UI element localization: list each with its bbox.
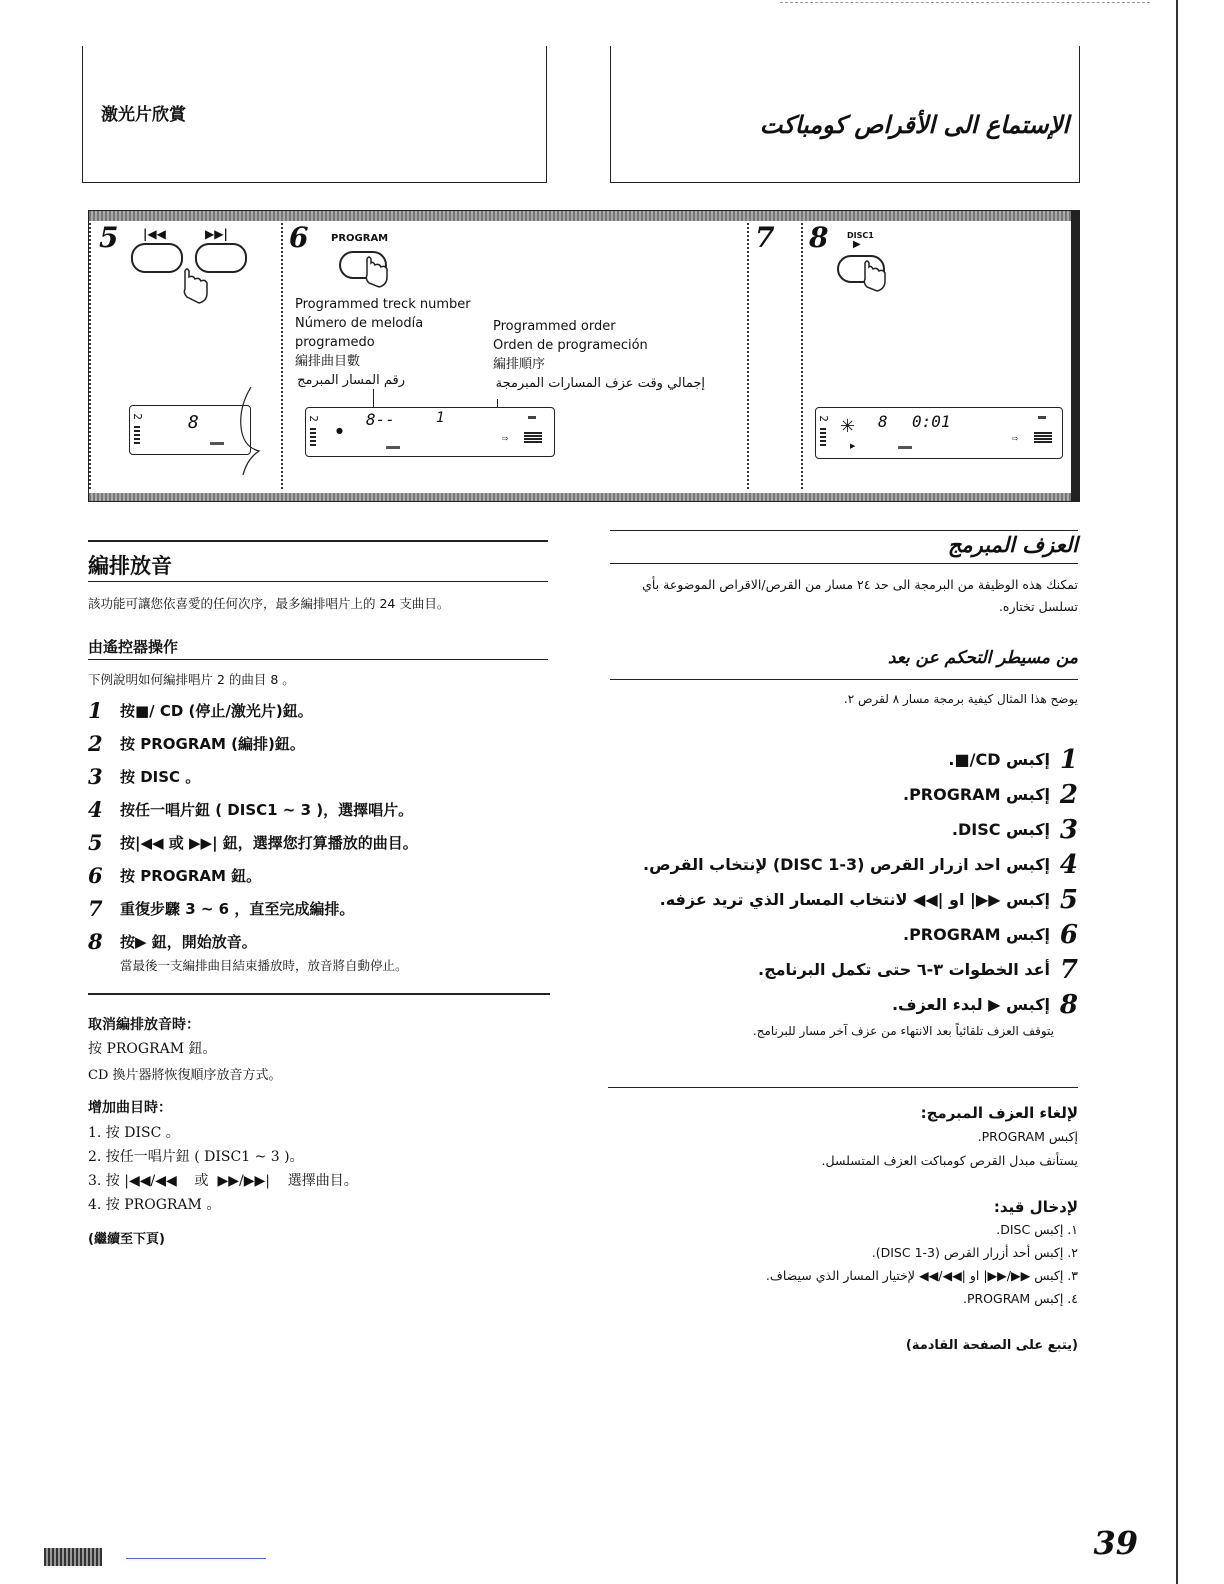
zh-step-text: 按■/ CD (停止/激光片)鈕。 [120, 702, 313, 720]
lcd-repeat-icon: ⇨ [1012, 434, 1019, 443]
zh-cancel-line: 按 PROGRAM 鈕。 [88, 1041, 217, 1057]
ar-step-number: 6 [1059, 919, 1078, 950]
pointing-hand-icon [359, 255, 391, 289]
programmed-order-label-en: Programmed order [493, 319, 616, 334]
ar-step-number: 7 [1059, 954, 1078, 985]
skip-back-icon: |◀◀ [143, 227, 166, 241]
lcd-play-indicator-icon: ▶ [850, 442, 856, 450]
scan-edge-mark [44, 1548, 102, 1566]
ar-step-text: إكبس احد ازرار القرص (DISC 1-3) لإنتخاب القرص. [643, 855, 1050, 874]
lcd-program-indicator [386, 446, 400, 449]
zh-step-text: 按 PROGRAM (編排)鈕。 [120, 735, 305, 753]
zh-step-number: 8 [88, 929, 103, 954]
lcd-volume-icon [524, 432, 542, 444]
lcd-disc-number: 2 [816, 415, 830, 422]
program-button-label: PROGRAM [331, 233, 389, 244]
ar-title-underline [610, 563, 1078, 564]
ar-step-number: 3 [1059, 814, 1078, 845]
lcd-spin-icon: ✳ [840, 416, 856, 437]
ar-cancel-rule [608, 1087, 1078, 1088]
ar-step-text: إكبس DISC. [951, 820, 1050, 839]
diagram-step-number: 8 [809, 221, 829, 254]
lcd-disc-number: 2 [130, 413, 144, 420]
diagram-step-number: 6 [289, 221, 309, 254]
zh-step-number: 7 [88, 896, 103, 921]
ar-steps-list [608, 742, 1078, 1022]
lcd-repeat-icon: ⇨ [502, 434, 509, 443]
zh-step-text: 按 DISC 。 [120, 768, 201, 786]
ar-step-number: 5 [1059, 884, 1078, 915]
zh-step-number: 5 [88, 830, 103, 855]
programmed-order-label-ar: إجمالي وقت عزف المسارات المبرمجة [495, 376, 705, 391]
ar-example: يوضح هذا المثال كيفية برمجة مسار ٨ لقرص ٢. [843, 692, 1078, 706]
lcd-disc-indicator [134, 426, 140, 446]
zh-remote-underline [88, 659, 548, 660]
zh-step-text: 按|◀◀ 或 ▶▶| 鈕，選擇您打算播放的曲目。 [120, 834, 418, 852]
ar-add-line: ٤. إكبس PROGRAM. [962, 1291, 1078, 1306]
lcd-status-mark [528, 416, 536, 419]
ar-step [608, 777, 1078, 812]
zh-step-number: 1 [88, 698, 103, 723]
zh-continued: (繼續至下頁) [88, 1232, 165, 1247]
ar-header-box [610, 46, 1080, 183]
ar-step-text: إكبس ▶ لبدء العزف. [891, 995, 1050, 1014]
lcd-program-order: 1 [436, 410, 445, 426]
zh-add-line: 1. 按 DISC 。 [88, 1125, 180, 1141]
ar-step-text: أعد الخطوات ٣-٦ حتى تكمل البرنامج. [758, 960, 1050, 979]
ar-cancel-line: إكبس PROGRAM. [977, 1129, 1078, 1144]
ar-section-rule [610, 530, 1078, 531]
zh-cancel-rule [88, 993, 550, 995]
ar-step-number: 4 [1059, 849, 1078, 880]
ar-remote-underline [610, 679, 1078, 680]
play-icon: ▶ [853, 239, 861, 250]
zh-step-number: 2 [88, 731, 103, 756]
ar-step [608, 847, 1078, 882]
lcd-volume-icon [1034, 432, 1052, 444]
zh-step [88, 793, 558, 826]
footer-rule [126, 1558, 266, 1559]
zh-step-number: 4 [88, 797, 103, 822]
ar-cancel-title: لإلغاء العزف المبرمج: [920, 1104, 1078, 1122]
zh-add-line: 3. 按 |◀◀/◀◀ 或 ▶▶/▶▶| 選擇曲目。 [88, 1173, 358, 1189]
zh-add-line: 4. 按 PROGRAM 。 [88, 1197, 221, 1213]
disc1-button-label: DISC1 [847, 231, 874, 240]
programmed-track-label-es: Número de melodía [295, 316, 424, 331]
skip-forward-icon: ▶▶| [205, 227, 228, 241]
diagram-step-number: 5 [99, 221, 119, 254]
zh-remote-title: 由遙控器操作 [88, 638, 179, 656]
ar-intro: تمكنك هذه الوظيفة من البرمجة الى حد ٢٤ مسار من القرص/الاقراص الموضوعة بأي تسلسل تختاره. [642, 577, 1078, 614]
programmed-order-label-block [493, 317, 705, 393]
ar-continued: (يتبع على الصفحة القادمة) [905, 1338, 1078, 1353]
zh-step [88, 760, 558, 793]
zh-example: 下例說明如何編排唱片 2 的曲目 8 。 [88, 672, 295, 687]
zh-intro: 該功能可讓您依喜愛的任何次序，最多編排唱片上的 24 支曲目。 [88, 596, 450, 611]
zh-step [88, 859, 558, 892]
lcd-disc-indicator [310, 428, 316, 448]
ar-step-text: إكبس ▶▶| او |◀◀ لانتخاب المسار الذي تريد عزفه. [659, 890, 1050, 909]
pointing-hand-icon [857, 259, 889, 293]
zh-step [88, 925, 558, 958]
zh-step [88, 694, 558, 727]
zh-step [88, 826, 558, 859]
ar-add-line: ٣. إكبس ▶▶/▶▶| او |◀◀/◀◀ لإختيار المسار الذي سيضاف. [765, 1268, 1078, 1283]
programmed-track-label-ar: رقم المسار المبرمج [297, 373, 405, 388]
ar-step-number: 2 [1059, 779, 1078, 810]
zh-step-text: 按 PROGRAM 鈕。 [120, 867, 262, 885]
ar-step-number: 1 [1059, 744, 1078, 775]
page-right-border [1176, 0, 1178, 1584]
lcd-display-step8 [815, 407, 1063, 459]
zh-title-underline [88, 581, 548, 582]
dotted-divider [747, 223, 749, 489]
lcd-track-number: 8-- [366, 410, 395, 429]
zh-section-rule [88, 540, 548, 542]
ar-add-line: ١. إكبس DISC. [996, 1222, 1078, 1237]
ar-header-title: الإستماع الى الأقراص كومباكت [759, 110, 1069, 139]
ar-step-number: 8 [1059, 989, 1078, 1020]
lcd-disc-number: 2 [306, 415, 320, 422]
ar-step [608, 917, 1078, 952]
lcd-track-number: 8 [878, 412, 888, 431]
programmed-track-label-es2: programedo [295, 335, 375, 350]
zh-step-number: 6 [88, 863, 103, 888]
zh-step-text: 按任一唱片鈕 ( DISC1 ~ 3 )，選擇唱片。 [120, 801, 414, 819]
diagram-right-shadow [1071, 211, 1079, 501]
diagram-bottom-bar [89, 493, 1079, 501]
ar-step [608, 812, 1078, 847]
programmed-track-label-block [295, 295, 471, 390]
bracket-curve [237, 387, 261, 477]
programmed-order-label-zh: 編排順序 [493, 357, 546, 372]
top-edge-line [780, 2, 1150, 3]
diagram-panel [88, 210, 1080, 502]
ar-step-text: إكبس PROGRAM. [903, 925, 1050, 944]
lcd-display-step6 [305, 407, 555, 457]
ar-step-text: إكبس CD/■. [948, 750, 1050, 769]
zh-step [88, 892, 558, 925]
ar-step [608, 742, 1078, 777]
zh-cancel-title: 取消編排放音時： [88, 1017, 200, 1033]
page-number: 39 [1093, 1524, 1138, 1562]
zh-add-line: 2. 按任一唱片鈕 ( DISC1 ~ 3 )。 [88, 1149, 304, 1165]
ar-step [608, 882, 1078, 917]
skip-back-button[interactable] [131, 243, 183, 273]
zh-header-box [82, 46, 547, 183]
lcd-display-step5 [129, 405, 251, 455]
lcd-status-mark [1038, 416, 1046, 419]
lcd-disc-indicator [820, 428, 826, 448]
zh-step [88, 727, 558, 760]
lcd-program-dot-icon: ● [336, 426, 343, 435]
dotted-divider [281, 223, 283, 489]
zh-cancel-line: CD 換片器將恢復順序放音方式。 [88, 1068, 282, 1083]
programmed-track-label-en: Programmed treck number [295, 297, 471, 312]
pointing-hand-icon [177, 267, 213, 305]
diagram-step-number: 7 [755, 221, 775, 254]
ar-add-title: لإدخال قيد: [993, 1198, 1078, 1216]
zh-step8-note: 當最後一支編排曲目結束播放時，放音將自動停止。 [120, 958, 408, 973]
lcd-program-indicator [898, 446, 912, 449]
zh-section-title: 編排放音 [88, 554, 172, 578]
zh-step-text: 重復步驟 3 ~ 6 ，直至完成編排。 [120, 900, 355, 918]
zh-steps-list [88, 694, 558, 958]
zh-header-title: 激光片欣賞 [101, 105, 186, 125]
dotted-divider [801, 223, 803, 489]
lcd-track-number: 8 [188, 412, 199, 433]
zh-add-title: 增加曲目時： [88, 1100, 172, 1116]
lcd-elapsed-time: 0:01 [912, 412, 951, 431]
ar-add-line: ٢. إكبس أحد أزرار القرص (DISC 1-3). [871, 1245, 1078, 1260]
dotted-divider [89, 223, 91, 489]
programmed-order-label-es: Orden de programeción [493, 338, 648, 353]
zh-step-text: 按▶ 鈕，開始放音。 [120, 933, 257, 951]
ar-cancel-line: يستأنف مبدل القرص كومباكت العزف المتسلسل. [821, 1153, 1078, 1168]
zh-step-number: 3 [88, 764, 103, 789]
programmed-track-label-zh: 編排曲目數 [295, 354, 361, 369]
diagram-top-bar [89, 211, 1079, 221]
ar-step8-note: يتوقف العزف تلقائياً بعد الانتهاء من عزف آخر مسار للبرنامج. [752, 1024, 1054, 1038]
ar-step-text: إكبس PROGRAM. [903, 785, 1050, 804]
ar-remote-title: من مسيطر التحكم عن بعد [887, 648, 1078, 668]
lcd-program-indicator [210, 442, 224, 445]
ar-step [608, 952, 1078, 987]
ar-step [608, 987, 1078, 1022]
ar-section-title: العزف المبرمج [947, 532, 1078, 557]
